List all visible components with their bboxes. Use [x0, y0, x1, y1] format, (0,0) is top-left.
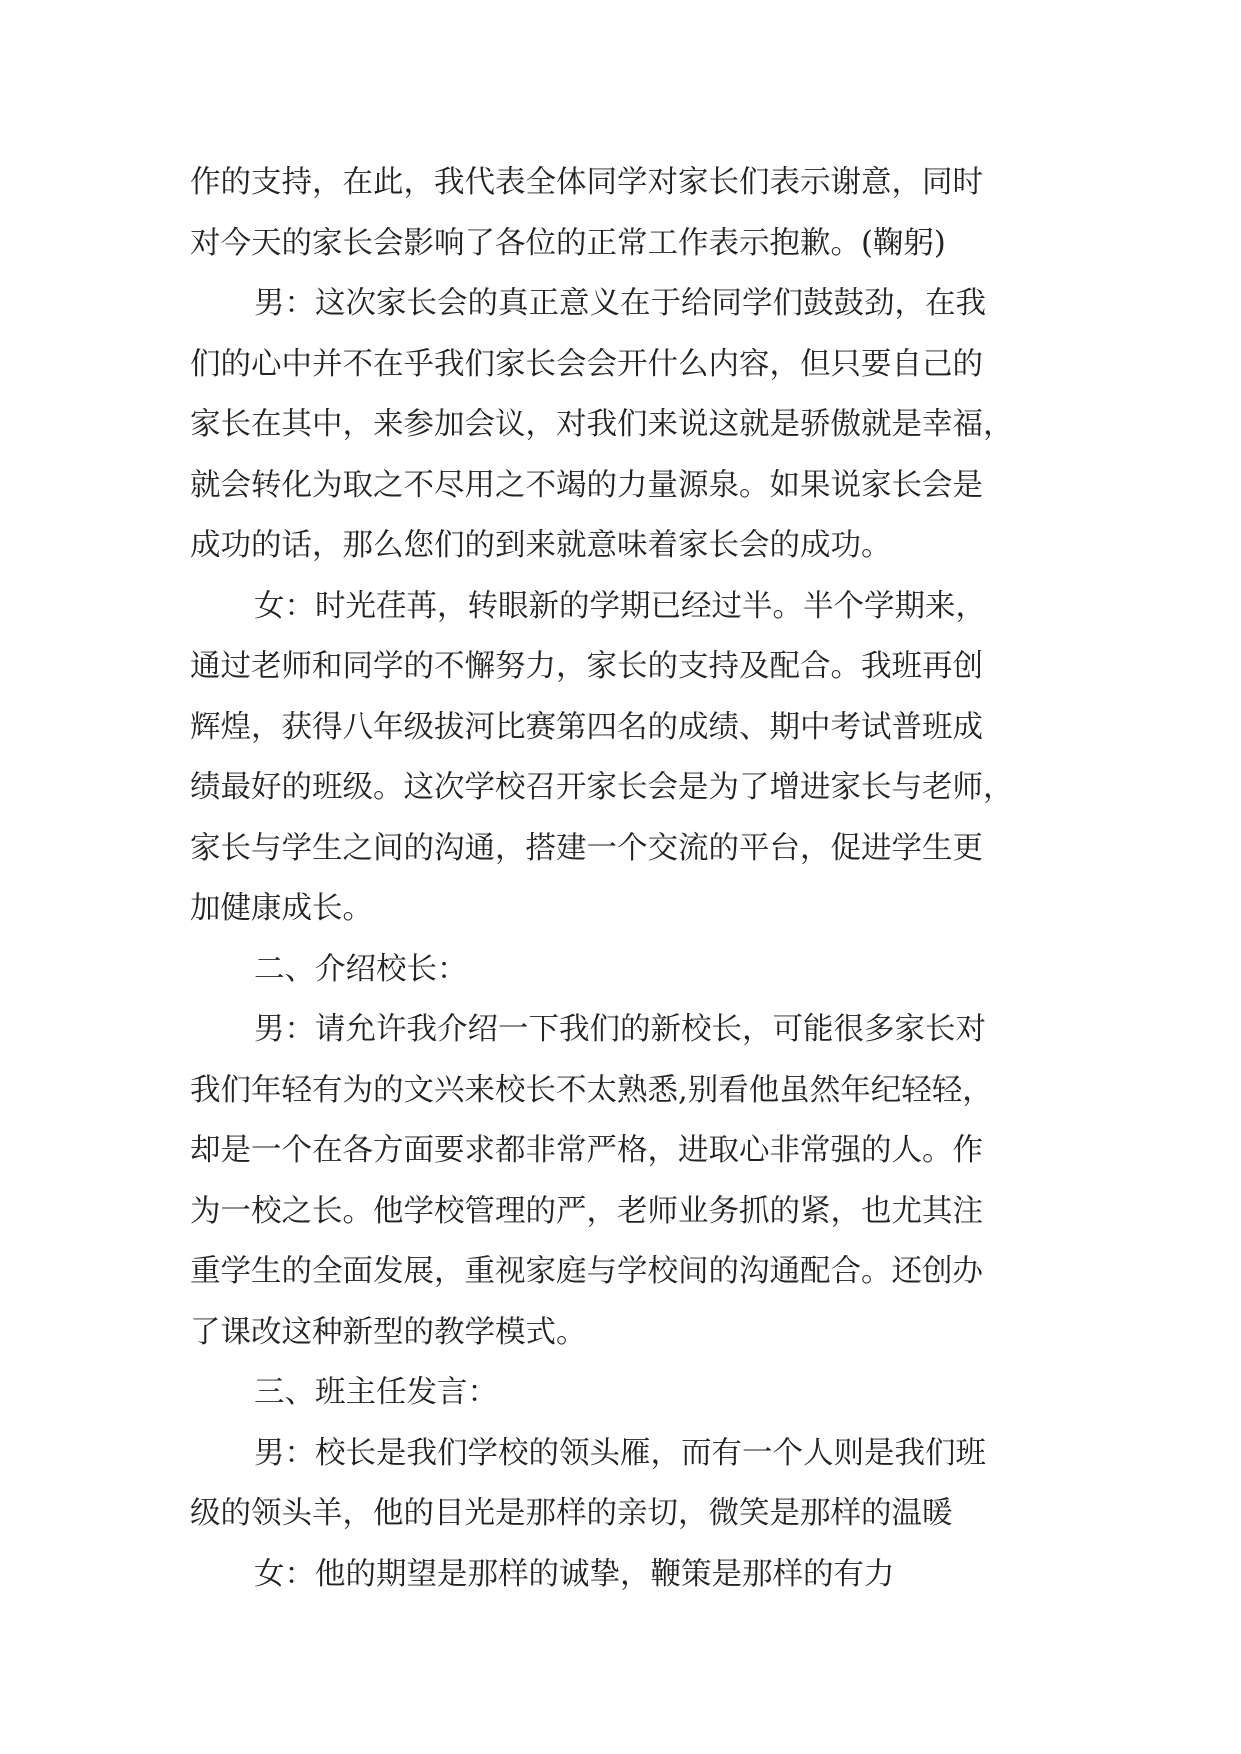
- text-line: 通过老师和同学的不懈努力，家长的支持及配合。我班再创: [190, 649, 983, 684]
- text-line: 我们年轻有为的文兴来校长不太熟悉,别看他虽然年纪轻轻，: [190, 1072, 993, 1108]
- text-line: 男：请允许我介绍一下我们的新校长，可能很多家长对: [254, 1012, 986, 1047]
- text-line: 却是一个在各方面要求都非常严格，进取心非常强的人。作: [190, 1133, 983, 1168]
- text-line: 辉煌，获得八年级拔河比赛第四名的成绩、期中考试普班成: [190, 709, 983, 745]
- text-line: 级的领头羊，他的目光是那样的亲切，微笑是那样的温暖: [190, 1496, 953, 1531]
- text-line: 女：时光荏苒，转眼新的学期已经过半。半个学期来，: [254, 588, 986, 624]
- text-line: 作的支持，在此，我代表全体同学对家长们表示谢意，同时: [190, 165, 983, 200]
- text-line: 绩最好的班级。这次学校召开家长会是为了增进家长与老师，: [190, 770, 1014, 805]
- text-line: 们的心中并不在乎我们家长会会开什么内容，但只要自己的: [190, 346, 983, 382]
- text-line: 就会转化为取之不尽用之不竭的力量源泉。如果说家长会是: [190, 467, 983, 503]
- text-line: 家长与学生之间的沟通，搭建一个交流的平台，促进学生更: [190, 830, 983, 866]
- text-line: 加健康成长。: [190, 891, 373, 926]
- text-line: 女：他的期望是那样的诚挚，鞭策是那样的有力: [254, 1556, 895, 1592]
- text-line: 重学生的全面发展，重视家庭与学校间的沟通配合。还创办: [190, 1254, 983, 1289]
- document-body: [190, 153, 1070, 1605]
- section-heading: 三、班主任发言：: [254, 1375, 498, 1410]
- text-line: 为一校之长。他学校管理的严，老师业务抓的紧，也尤其注: [190, 1193, 983, 1229]
- text-line: 对今天的家长会影响了各位的正常工作表示抱歉。(鞠躬): [190, 225, 946, 261]
- text-line: 男：校长是我们学校的领头雁，而有一个人则是我们班: [254, 1435, 986, 1471]
- text-line: 了课改这种新型的教学模式。: [190, 1314, 587, 1350]
- text-line: 男：这次家长会的真正意义在于给同学们鼓鼓劲，在我: [254, 286, 986, 321]
- section-heading: 二、介绍校长：: [254, 951, 468, 987]
- text-line: 家长在其中，来参加会议，对我们来说这就是骄傲就是幸福，: [190, 407, 1014, 442]
- text-line: 成功的话，那么您们的到来就意味着家长会的成功。: [190, 528, 892, 563]
